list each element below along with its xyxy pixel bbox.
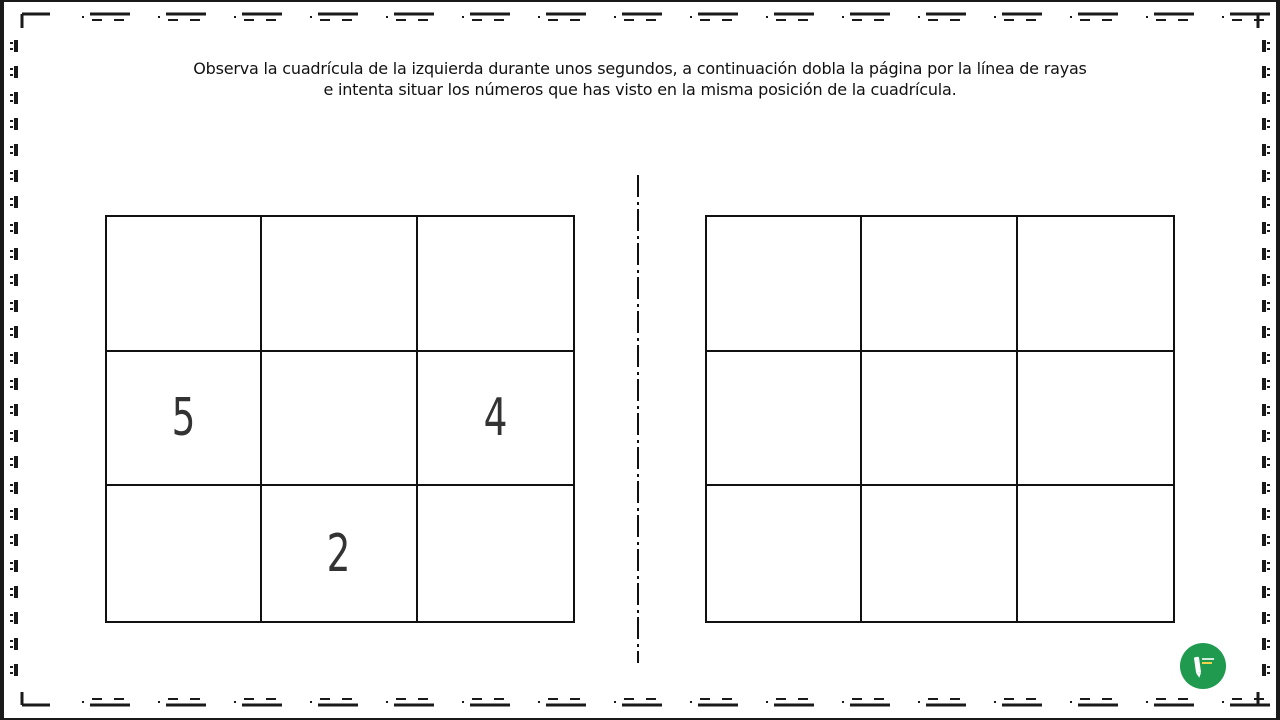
grid-cell — [262, 352, 417, 487]
answer-cell[interactable] — [707, 486, 862, 621]
pencil-logo-icon — [1180, 643, 1226, 689]
memory-grid-left — [105, 215, 575, 623]
instructions-line-2: e intenta situar los números que has visto en la misma posición de la cuadrícula. — [323, 80, 957, 99]
answer-cell[interactable] — [707, 352, 862, 487]
grid-cell — [418, 486, 573, 621]
grid-cell — [262, 217, 417, 352]
instructions-line-1: Observa la cuadrícula de la izquierda durante unos segundos, a continuación dobla la página por la línea de rayas — [193, 59, 1087, 78]
instructions-text — [100, 58, 1180, 100]
grid-cell — [107, 486, 262, 621]
answer-cell[interactable] — [862, 486, 1017, 621]
answer-cell[interactable] — [1018, 217, 1173, 352]
answer-cell[interactable] — [862, 352, 1017, 487]
answer-grid-right — [705, 215, 1175, 623]
answer-cell[interactable] — [862, 217, 1017, 352]
fold-line — [636, 175, 640, 663]
answer-cell[interactable] — [1018, 352, 1173, 487]
grid-cell — [107, 217, 262, 352]
grid-cell — [418, 217, 573, 352]
grid-cell: 2 — [262, 486, 417, 621]
grid-cell: 4 — [418, 352, 573, 487]
grid-cell: 5 — [107, 352, 262, 487]
answer-cell[interactable] — [707, 217, 862, 352]
answer-cell[interactable] — [1018, 486, 1173, 621]
